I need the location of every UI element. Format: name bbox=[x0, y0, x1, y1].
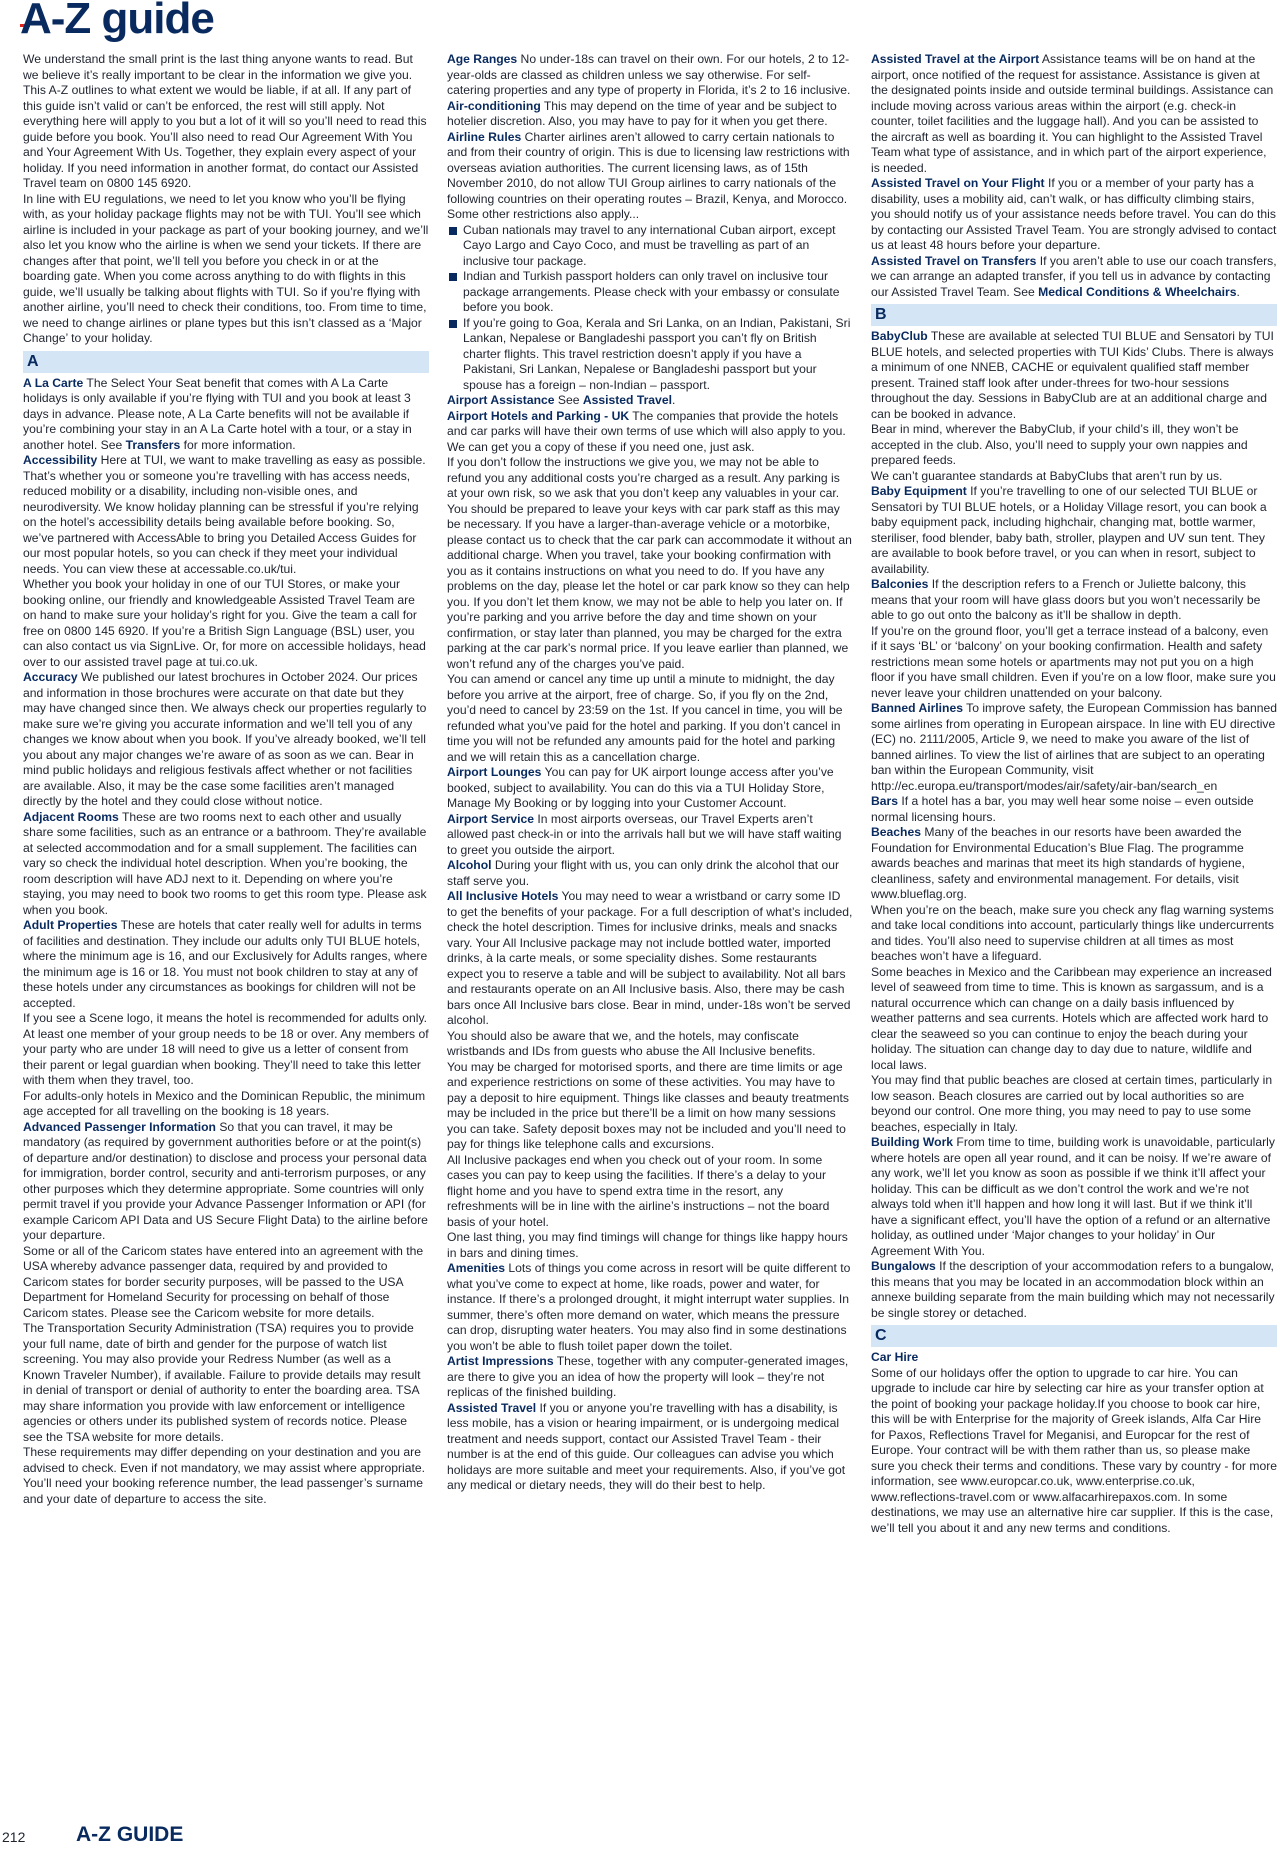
airline-rules-list bbox=[447, 223, 853, 394]
column-3 bbox=[871, 52, 1277, 1812]
entry-term: Artist Impressions bbox=[447, 1354, 554, 1368]
entry-term: Assisted Travel on Transfers bbox=[871, 253, 1037, 268]
entry-banned-airlines: Banned Airlines To improve safety, the European Commission has banned some airlines from operating in European airspace. In line with EU directive (EC) no. 2111/2005, Article 9, we need to make you aware of the list of banned airlines. To view the list of airlines that are subject to an operating ban within the European Community, visit http://ec.europa.eu/transport/modes/air/safety/air-ban/search_en bbox=[871, 701, 1277, 793]
entry-term: Adult Properties bbox=[23, 918, 118, 932]
page-number: 212 bbox=[2, 1829, 26, 1845]
entry-term: Airport Lounges bbox=[447, 765, 542, 779]
entry-paragraph: If you don’t follow the instructions we give you, we may not be able to refund you any additional costs you’re charged as a result. Any parking is at your own risk, so we ask that you don’t keep any valuables in your car. You should be prepared to leave your keys with car park staff as this may be necessary. If you have a larger-than-average vehicle or a motorbike, please contact us to check that the car park can accommodate it without an additional charge. When you travel, take your booking confirmation with you as it contains instructions on what you need to do. If you have any problems on the day, please let the hotel or car park know so they can help you. If you don’t let them know, we may not be able to help you later on. If you’re parking and you arrive before the day and time shown on your confirmation, or stay later than planned, you may be charged for the extra parking at the car park’s normal price. If you leave earlier than planned, we won’t refund any of the charges you’ve paid. bbox=[447, 455, 852, 671]
entry-paragraph: One last thing, you may find timings will change for things like happy hours in bars and dining times. bbox=[447, 1230, 848, 1260]
entry-airport-assistance: Airport Assistance See Assisted Travel. bbox=[447, 393, 676, 407]
entry-paragraph: We can’t guarantee standards at BabyClubs that aren’t run by us. bbox=[871, 468, 1223, 483]
entry-assisted-travel-transfers: Assisted Travel on Transfers If you aren’t able to use our coach transfers, we can arrange an adapted transfer, if you tell us in advance by contacting our Assisted Travel Team. See Medical Conditions & Wheelchairs. bbox=[871, 253, 1277, 299]
entry-term: BabyClub bbox=[871, 329, 928, 343]
entry-term: Accessibility bbox=[23, 453, 98, 467]
entry-car-hire: Some of our holidays offer the option to upgrade to car hire. You can upgrade to include car hire by selecting car hire as your transfer option at the point of booking your package holiday.If you choose to book car hire, this will be with Enterprise for the majority of Greek islands, Alfa Car Hire for Paxos, Reflections Travel for Meganisi, and Europcar for the rest of Europe. Your contract will be with them rather than us, so please make sure you check their terms and conditions. These vary by country - for more information, see www.europcar.co.uk, www.enterprise.co.uk, www.reflections-travel.com or www.alfacarhirepaxos.com. In some destinations, we may use an alternative hire car supplier. If this is the case, we’ll tell you about it and any new terms and conditions. bbox=[871, 1365, 1277, 1535]
guide-columns bbox=[23, 52, 1277, 1812]
entry-paragraph: You’ll need your booking reference number, the lead passenger’s surname and your date of departure to access the site. bbox=[23, 1476, 424, 1506]
entry-paragraph: All Inclusive packages end when you check out of your room. In some cases you can pay to keep using the facilities. If there’s a delay to your flight home and you have to spend extra time in the resort, any refreshments will be in line with the airline’s instructions – not the board basis of your hotel. bbox=[447, 1152, 830, 1229]
entry-term: Airline Rules bbox=[447, 129, 522, 144]
cross-reference: Medical Conditions & Wheelchairs bbox=[1038, 284, 1237, 299]
list-item: If you’re going to Goa, Kerala and Sri Lanka, on an Indian, Pakistani, Sri Lankan, Nepalese or Bangladeshi passport you can’t fly on British charter flights. This travel restriction doesn’t apply if you have a Pakistani, Sri Lankan, Nepalese or Bangladeshi passport but your spouse has a foreign – non-Indian – passport. bbox=[447, 316, 853, 394]
entry-paragraph: Some or all of the Caricom states have entered into an agreement with the USA whereby advance passenger data, required by and provided to Caricom states for border security purposes, will be passed to the USA Department for Homeland Security for processing on behalf of those Caricom states. Please see the Caricom website for more details. bbox=[23, 1243, 424, 1320]
entry-term: Accuracy bbox=[23, 670, 78, 684]
entry-car-hire-heading: Car Hire bbox=[871, 1350, 919, 1364]
entry-paragraph: You can amend or cancel any time up until a minute to midnight, the day before you arrive at the airport, free of charge. So, if you fly on the 2nd, you’d need to cancel by 23:59 on the 1st. If you cancel in time, you will be refunded what you’ve paid for the hotel and parking. If you don’t cancel in time you will not be refunded any amounts paid for the hotel and parking and we will retain this as a cancellation charge. bbox=[447, 672, 843, 764]
entry-paragraph: If you’re on the ground floor, you’ll get a terrace instead of a balcony, even if it says ‘BL’ or ‘balcony’ on your booking confirmation. Health and safety restrictions mean some hotels or apartments may not put you on a high floor if you have small children. Even if you’re on a low floor, make sure you never leave your children unattended on your balcony. bbox=[871, 623, 1276, 700]
entry-adult-properties: Adult Properties These are hotels that cater really well for adults in terms of facilities and destination. They include our adults only TUI BLUE hotels, where the minimum age is 16, and our Exclusively for Adults ranges, where the minimum age is 16 or 18. You must not book children to stay at any of these hotels under any circumstances as bookings for children will not be accepted. bbox=[23, 918, 428, 1010]
entry-term: Age Ranges bbox=[447, 52, 518, 66]
entry-building-work: Building Work From time to time, building work is unavoidable, particularly where hotels are open all year round, and it can be noisy. If we’re aware of any work, we’ll let you know as soon as possible if we think it’ll affect your holiday. This can be difficult as we don’t control the work and we’re not always told when it’ll happen and how long it will last. But if we think it’ll have a significant effect, you’ll have the option of a refund or an alternative holiday, as outlined under ‘Major changes to your holiday’ in Our Agreement With You. bbox=[871, 1135, 1275, 1258]
section-header-c: C bbox=[871, 1325, 1277, 1347]
intro-paragraph: In line with EU regulations, we need to let you know who you’ll be flying with, as your holiday package flights may not be with TUI. You’ll see which airline is included in your package as part of your booking journey, and we’ll also let you know who the airline is when we send your tickets. If there are changes after that point, we’ll tell you before you check in or at the boarding gate. When you come across anything to do with flights in this guide, we’ll usually be talking about flights with TUI. So if you’re flying with another airline, you’ll need to check their conditions, too. From time to time, we need to change airlines or plane types but this isn’t classed as a ‘Major Change’ to your holiday. bbox=[23, 191, 429, 345]
entry-paragraph: Some beaches in Mexico and the Caribbean may experience an increased level of seaweed from time to time. This is known as sargassum, and is a natural occurrence which can change on a daily basis influenced by weather patterns and sea currents. Hotels which are affected work hard to clear the seaweed so you can continue to enjoy the beach during your holiday. The situation can change day to day due to nature, wildlife and local laws. bbox=[871, 964, 1272, 1072]
entry-paragraph: The Transportation Security Administration (TSA) requires you to provide your full name, date of birth and gender for the purpose of watch list screening. You may also provide your Redress Number (as well as a Known Traveler Number), if available. Failure to provide details may result in denial of transport or denial of authority to enter the boarding area. TSA may share information you provide with law enforcement or intelligence agencies or others under its published system of records notice. Please see the TSA website for more details. bbox=[23, 1321, 421, 1444]
entry-beaches: Beaches Many of the beaches in our resorts have been awarded the Foundation for Environmental Education’s Blue Flag. The programme awards beaches and marinas that meet its high standards of hygiene, cleanliness, safety and environmental management. For details, visit www.blueflag.org. bbox=[871, 825, 1245, 901]
entry-term: Assisted Travel on Your Flight bbox=[871, 176, 1045, 190]
entry-paragraph: Bear in mind, wherever the BabyClub, if your child’s ill, they won’t be accepted in the club. Also, you’ll need to supply your own nappies and prepared feeds. bbox=[871, 422, 1248, 467]
entry-paragraph: These requirements may differ depending on your destination and you are advised to check. Even if not mandatory, we may assist where appropriate. bbox=[23, 1445, 425, 1475]
entry-air-conditioning: Air-conditioning This may depend on the time of year and be subject to hotelier discretion. Also, you may have to pay for it when you get there. bbox=[447, 98, 837, 128]
entry-term: Assisted Travel at the Airport bbox=[871, 52, 1040, 66]
entry-adjacent-rooms: Adjacent Rooms These are two rooms next to each other and usually share some facilities, such as an entrance or a bathroom. They’re available at selected accommodation and for a small supplement. The facilities can vary so check the individual hotel description. When you’re booking, the room description will have ADJ next to it. Depending on where you’re staying, you may need to book two rooms to get this room type. Please ask when you book. bbox=[23, 809, 427, 917]
entry-baby-equipment: Baby Equipment If you’re travelling to one of our selected TUI BLUE or Sensatori by TUI BLUE hotels, or a Holiday Village resort, you can book a baby equipment pack, including highchair, changing mat, bottle warmer, steriliser, food blender, baby bath, stroller, playpen and UV sun tent. They are available to book before travel, or you can when in resort, subject to availability. bbox=[871, 484, 1267, 576]
entry-amenities: Amenities Lots of things you come across in resort will be quite different to what you’ve come to expect at home, like roads, power and water, for instance. If there’s a prolonged drought, it might interrupt water supplies. In summer, there’s often more demand on water, which means the pressure can drop, disrupting water heaters. You may also find in some destinations you won’t be able to flush toilet paper down the toilet. bbox=[447, 1261, 851, 1353]
entry-assisted-travel: Assisted Travel If you or anyone you’re travelling with has a disability, is less mobile, has a vision or hearing impairment, or is undergoing medical treatment and needs support, contact our Assisted Travel Team - their number is at the end of this guide. Our colleagues can advise you which holidays are more suitable and meet your requirements. Also, if you’ve got any medical or dietary needs, they will do their best to help. bbox=[447, 1400, 846, 1492]
entry-term: Building Work bbox=[871, 1135, 954, 1149]
entry-airport-service: Airport Service In most airports overseas, our Travel Experts aren’t allowed past check-in or into the arrivals hall but we will have staff waiting to greet you outside the airport. bbox=[447, 811, 842, 857]
entry-bars: Bars If a hotel has a bar, you may well hear some noise – even outside normal licensing hours. bbox=[871, 794, 1254, 824]
entry-bungalows: Bungalows If the description of your accommodation refers to a bungalow, this means that you may be located in an accommodation block within an annexe building separate from the main building which may not necessarily be single storey or detached. bbox=[871, 1259, 1275, 1320]
entry-accessibility: Accessibility Here at TUI, we want to make travelling as easy as possible. That’s whether you or someone you’re travelling with has access needs, reduced mobility or a disability, including non-visible ones, and neurodiversity. We know holiday planning can be stressful if you’re relying on the hotel’s accessibility details being available before booking. So, we’ve partnered with AccessAble to bring you Detailed Access Guides for our most popular hotels, so you can check if they meet your individual needs. You can view these at accessable.co.uk/tui. bbox=[23, 453, 426, 576]
list-item: Indian and Turkish passport holders can only travel on inclusive tour package arrangements. Please check with your embassy or consulate before you book. bbox=[447, 269, 853, 316]
entry-term: Bungalows bbox=[871, 1259, 936, 1273]
page-footer bbox=[0, 1823, 1280, 1850]
entry-term: Banned Airlines bbox=[871, 701, 963, 715]
entry-airport-lounges: Airport Lounges You can pay for UK airport lounge access after you’ve booked, subject to availability. You can do this via a TUI Holiday Store, Manage My Booking or by logging into your Customer Account. bbox=[447, 765, 834, 810]
list-item: Cuban nationals may travel to any international Cuban airport, except Cayo Largo and Cayo Coco, and must be travelling as part of an inclusive tour package. bbox=[447, 223, 853, 270]
entry-term: Balconies bbox=[871, 577, 929, 591]
intro-paragraph: We understand the small print is the last thing anyone wants to read. But we believe it’s really important to be clear in the information we give you. This A-Z outlines to what extent we would be liable, if at all. If any part of this guide isn’t valid or can’t be enforced, the rest will still apply. Not everything here will apply to you but a lot of it will so you’ll need to read this guide before you book. You’ll also need to read Our Agreement With You and Your Agreement With Us. Together, they explain every aspect of your holiday. If you need information in another format, do contact our Assisted Travel team on 0800 145 6920. bbox=[23, 52, 427, 190]
entry-term: Airport Hotels and Parking - UK bbox=[447, 408, 630, 423]
entry-airline-rules: Airline Rules Charter airlines aren’t allowed to carry certain nationals to and from their country of origin. This is due to licensing law restrictions with overseas aviation authorities. The current licensing laws, as of 15th November 2010, do not allow TUI Group airlines to carry nationals of the following countries on their operating routes – Brazil, Kenya, and Morocco. Some other restrictions also apply... bbox=[447, 129, 850, 221]
cross-reference: Assisted Travel bbox=[582, 393, 672, 407]
cross-reference: Transfers bbox=[125, 437, 181, 452]
entry-term: Bars bbox=[871, 794, 898, 808]
entry-age-ranges: Age Ranges No under-18s can travel on their own. For our hotels, 2 to 12-year-olds are classed as children unless we say otherwise. For self-catering properties and any type of property in Florida, it’s 2 to 16 inclusive. bbox=[447, 52, 851, 97]
entry-paragraph: You may find that public beaches are closed at certain times, particularly in low season. Beach closures are carried out by local authorities so are beyond our control. One more thing, you may need to pay to use some beaches, especially in Italy. bbox=[871, 1073, 1273, 1134]
entry-paragraph: You may be charged for motorised sports, and there are time limits or age and experience restrictions on some of these activities. You may have to pay a deposit to hire equipment. Things like classes and beauty treatments may be included in the price but there’ll be a limit on how many sessions you can take. Safety deposit boxes may not be included and you’ll need to pay for things like telephone calls and excursions. bbox=[447, 1059, 849, 1151]
entry-paragraph: Whether you book your holiday in one of our TUI Stores, or make your booking online, our friendly and knowledgeable Assisted Travel Team are on hand to make sure your holiday’s right for you. Give the team a call for free on 0800 145 6920. If you’re a British Sign Language (BSL) user, you can also contact us via SignLive. Or, for more on accessible holidays, head over to our assisted travel page at tui.co.uk. bbox=[23, 577, 426, 669]
column-2 bbox=[447, 52, 853, 1812]
entry-term: Alcohol bbox=[447, 858, 492, 872]
entry-term: Air-conditioning bbox=[447, 98, 541, 113]
section-header-b: B bbox=[871, 304, 1277, 326]
section-header-a: A bbox=[23, 351, 429, 373]
entry-assisted-travel-flight: Assisted Travel on Your Flight If you or a member of your party has a disability, uses a mobility aid, can’t walk, or has difficulty climbing stairs, you should notify us of your assistance needs before travel. You can do this by contacting our Assisted Travel Team. You are strongly advised to contact us at least 48 hours before your departure. bbox=[871, 176, 1277, 252]
entry-term: All Inclusive Hotels bbox=[447, 889, 559, 903]
entry-term: Baby Equipment bbox=[871, 484, 967, 498]
entry-advanced-passenger-information: Advanced Passenger Information So that you can travel, it may be mandatory (as required by government authorities before or at the point(s) of departure and/or destination) to disclose and process your personal data for immigration, border control, security and anti-terrorism purposes, or any other purposes which they determine appropriate. Some countries will only permit travel if you provide your Advance Passenger Information or API (for example Caricom API Data and US Secure Flight Data) to the airline before your departure. bbox=[23, 1119, 428, 1242]
entry-term: Advanced Passenger Information bbox=[23, 1119, 216, 1134]
entry-term: A La Carte bbox=[23, 375, 84, 390]
entry-accuracy: Accuracy We published our latest brochures in October 2024. Our prices and information in those brochures were accurate on that date but they may have changed since then. We always check our properties regularly to make sure we’re giving you accurate information and we’ll tell you of any changes we know about when you book. If you’ve already booked, we’ll tell you about any major changes we’re aware of as soon as we can. Bear in mind public holidays and religious festivals affect whether or not facilities are available. Also, it may be the case some facilities aren’t managed directly by the hotel and they could close without notice. bbox=[23, 670, 427, 808]
entry-a-la-carte: A La Carte The Select Your Seat benefit that comes with A La Carte holidays is only available if you’re flying with TUI and you book at least 3 days in advance. Please note, A La Carte benefits will not be available if you’re combining your stay in an A La Carte hotel with a tour, or a stay in another hotel. See Transfers for more information. bbox=[23, 375, 412, 452]
entry-term: Airport Assistance bbox=[447, 393, 555, 407]
column-1 bbox=[23, 52, 429, 1812]
entry-assisted-travel-airport: Assisted Travel at the Airport Assistance teams will be on hand at the airport, once notified of the request for assistance. Assistance is given at the designated points inside and outside terminal buildings. Assistance can include moving across various areas within the airport (e.g. check-in counter, toilet facilities and the luggage hall). And you can be assisted to the aircraft as well as boarding it. You can highlight to the Assisted Travel Team what type of assistance, and in which part of the airport experience, is needed. bbox=[871, 52, 1274, 175]
entry-alcohol: Alcohol During your flight with us, you can only drink the alcohol that our staff serve you. bbox=[447, 858, 840, 888]
entry-babyclub: BabyClub These are available at selected TUI BLUE and Sensatori by TUI BLUE hotels, and selected properties with TUI Kids’ Clubs. There is always a minimum of one NNEB, CACHE or equivalent qualified staff member present. Trained staff look after under-threes for two-hour sessions throughout the day. Sessions in BabyClub are at an additional charge and can be booked in advance. bbox=[871, 329, 1274, 421]
entry-all-inclusive: All Inclusive Hotels You may need to wear a wristband or carry some ID to get the benefits of your package. For a full description of what’s included, check the hotel description. Times for inclusive drinks, meals and snacks vary. Your All Inclusive package may not include bottled water, imported drinks, à la carte meals, or some speciality dishes. Some restaurants expect you to reserve a table and will be subject to availability. Not all bars and restaurants operate on an All Inclusive basis. Also, there may be cash bars once All Inclusive bars close. Bear in mind, under-18s won’t be served alcohol. bbox=[447, 889, 853, 1027]
entry-term: Amenities bbox=[447, 1261, 506, 1275]
entry-airport-hotels-parking: Airport Hotels and Parking - UK The companies that provide the hotels and car parks will have their own terms of use which will also apply to you. We can get you a copy of these if you need one, just ask. bbox=[447, 408, 846, 454]
entry-paragraph: When you’re on the beach, make sure you check any flag warning systems and take local conditions into account, particularly things like undercurrents and tides. You’ll also need to supervise children at all times as most beaches won’t have a lifeguard. bbox=[871, 902, 1274, 963]
entry-paragraph: If you see a Scene logo, it means the hotel is recommended for adults only. At least one member of your group needs to be 18 or over. Any members of your party who are under 18 will need to give us a letter of consent from their parent or legal guardian when booking. They’ll need to take this letter with them when they travel, too. bbox=[23, 1011, 429, 1087]
footer-title: A-Z GUIDE bbox=[76, 1823, 184, 1846]
entry-paragraph: For adults-only hotels in Mexico and the Dominican Republic, the minimum age accepted for all travelling on the booking is 18 years. bbox=[23, 1088, 426, 1118]
entry-term: Adjacent Rooms bbox=[23, 809, 119, 824]
entry-balconies: Balconies If the description refers to a French or Juliette balcony, this means that your room will have glass doors but you won’t necessarily be able to go out onto the balcony as it’ll be shallow in depth. bbox=[871, 577, 1261, 622]
entry-term: Airport Service bbox=[447, 811, 535, 826]
entry-term: Beaches bbox=[871, 825, 921, 839]
entry-term: Assisted Travel bbox=[447, 1400, 537, 1415]
page-title: A-Z guide bbox=[20, 0, 214, 43]
entry-artist-impressions: Artist Impressions These, together with any computer-generated images, are there to give you an idea of how the property will look – they’re not replicas of the finished building. bbox=[447, 1354, 849, 1399]
entry-paragraph: You should also be aware that we, and the hotels, may confiscate wristbands and IDs from guests who abuse the All Inclusive benefits. bbox=[447, 1028, 816, 1058]
